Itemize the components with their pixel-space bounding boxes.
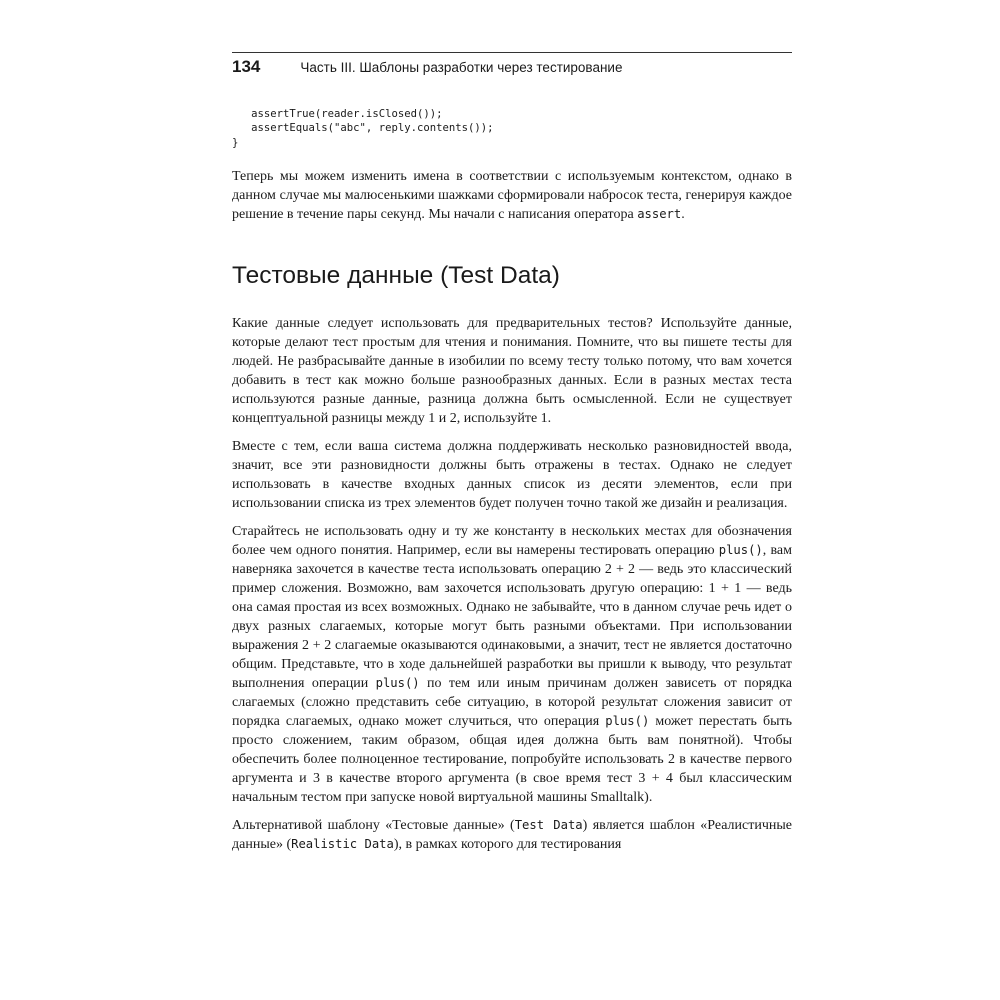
p4-text-1: Альтернативой шаблону «Тестовые данные» (	[232, 818, 515, 834]
code-line: assertEquals("abc", reply.contents());	[232, 122, 494, 135]
p4-text-3: ), в рамках которого для тестирования	[393, 837, 622, 853]
inline-code: Test Data	[514, 818, 583, 833]
page-number: 134	[232, 57, 261, 76]
p3-text-4: может перестать быть просто сложением, таким образом, общая идея должна быть вам понятной). Чтобы обеспечить более полноценное тестирование, попробуйте использовать 2 в качестве первого аргумента и 3 в качестве второго аргумента (в свое время тест 3 + 4 был классическим начальным тестом при запуске новой виртуальной машины Smalltalk).	[232, 714, 792, 806]
paragraph-2: Вместе с тем, если ваша система должна поддерживать несколько разновидностей ввода, значит, все эти разновидности должны быть отражены в тестах. Однако не следует использовать в качестве входных данных список из десяти элементов, если при использовании списка из трех элементов будет получен точно такой же дизайн и реализация.	[232, 439, 792, 512]
inline-code: Realistic Data	[291, 837, 394, 852]
code-block	[232, 107, 792, 150]
inline-code: plus()	[718, 543, 763, 558]
paragraph-1: Какие данные следует использовать для предварительных тестов? Используйте данные, которые делают тест простым для чтения и понимания. Помните, что вы пишете тесты для людей. Не разбрасывайте данные в изобилии по всему тесту только потому, что вам хочется добавить в тест как можно больше разнообразных данных. Если в разных местах теста используются разные данные, разница должна быть осмысленной. Если не существует концептуальной разницы между 1 и 2, используйте 1.	[232, 316, 792, 427]
p3-text-1: Старайтесь не использовать одну и ту же константу в нескольких местах для обозначения более чем одного понятия. Например, если вы намерены тестировать операцию	[232, 524, 792, 559]
inline-code: plus()	[375, 676, 420, 691]
paragraph-3	[232, 522, 792, 807]
p3-text-3: по тем или иным причинам должен зависеть от порядка слагаемых (сложно представить себе ситуацию, в которой результат сложения зависит от порядка слагаемых, однако может случиться, что операция	[232, 676, 792, 730]
inline-code: plus()	[605, 714, 650, 729]
intro-paragraph	[232, 167, 792, 224]
running-head: Часть III. Шаблоны разработки через тестирование	[300, 60, 623, 75]
p4-text-2: ) является шаблон «Реалистичные данные» (	[232, 818, 792, 853]
code-line: }	[232, 136, 239, 149]
page-header	[232, 52, 792, 83]
book-page	[232, 52, 792, 854]
inline-code: assert	[637, 207, 682, 222]
code-line: assertTrue(reader.isClosed());	[232, 108, 443, 120]
p3-text-2: , вам наверняка захочется в качестве теста использовать операцию 2 + 2 — ведь это классический пример сложения. Возможно, вам захочется использовать другую операцию: 1 + 1 — ведь она самая простая из всех возможных. Однако не забывайте, что в данном случае речь идет о двух разных слагаемых, которые могут быть разными объектами. При использовании выражения 2 + 2 слагаемые оказываются одинаковыми, а значит, тест не является достаточно общим. Представьте, что в ходе дальнейшей разработки вы пришли к выводу, что результат выполнения операции	[232, 543, 792, 692]
intro-text: Теперь мы можем изменить имена в соответствии с используемым контекстом, однако в данном случае мы малюсенькими шажками сформировали набросок теста, генерируя каждое решение в течение пары секунд. Мы начали с написания оператора	[232, 169, 792, 223]
intro-end: .	[681, 207, 685, 223]
section-title: Тестовые данные (Test Data)	[232, 262, 560, 290]
body-text	[232, 167, 792, 854]
paragraph-4	[232, 816, 792, 854]
